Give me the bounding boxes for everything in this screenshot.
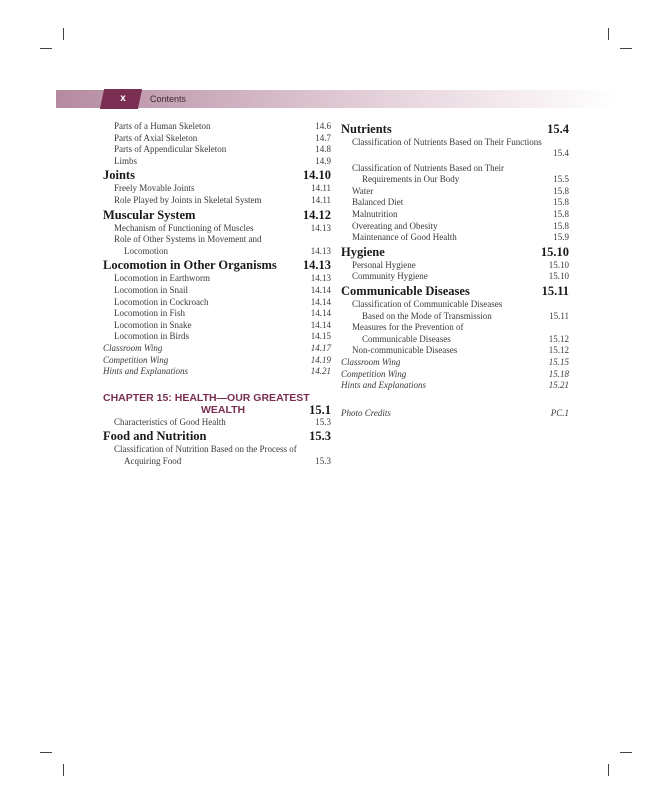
toc-entry: Freely Movable Joints 14.11: [114, 183, 331, 194]
toc-entry: Characteristics of Good Health 15.3: [114, 416, 331, 427]
toc-entry: Locomotion in Earthworm 14.13: [114, 273, 331, 284]
chapter-heading: [103, 392, 331, 417]
crop-mark: [40, 48, 52, 49]
chapter-title-line2: WEALTH: [201, 404, 246, 417]
crop-mark: [63, 764, 64, 776]
toc-entry: Personal Hygiene 15.10: [352, 259, 569, 270]
running-header-title: Contents: [150, 94, 187, 104]
toc-entry: Water 15.8: [352, 185, 569, 196]
toc-section-heading: Food and Nutrition 15.3: [103, 429, 331, 444]
toc-wing-entry: Classroom Wing 14.17: [103, 342, 331, 353]
toc-section-heading: Joints 14.10: [103, 168, 331, 183]
crop-mark: [608, 28, 609, 40]
toc-entry: Non-communicable Diseases 15.12: [352, 345, 569, 356]
toc-entry: Community Hygiene 15.10: [352, 271, 569, 282]
toc-entry: Classification of Communicable Diseases Based on the Mode of Transmission 15.11: [352, 298, 569, 321]
toc-entry: Maintenance of Good Health 15.9: [352, 232, 569, 243]
toc-entry: Limbs 14.9: [114, 155, 331, 166]
chapter-page: 15.1: [309, 403, 331, 418]
toc-entry: Parts of Appendicular Skeleton 14.8: [114, 144, 331, 155]
crop-mark: [620, 752, 632, 753]
toc-section-heading: Nutrients 15.4: [341, 122, 569, 136]
toc-entry: Measures for the Prevention of Communicable Diseases 15.12: [352, 322, 569, 344]
toc-entry: Parts of a Human Skeleton 14.6: [114, 121, 331, 131]
toc-entry: Balanced Diet 15.8: [352, 197, 569, 208]
page-number: x: [120, 93, 126, 104]
toc-entry: Locomotion in Birds 14.15: [114, 331, 331, 342]
toc-wing-entry: Competition Wing 15.18: [341, 368, 569, 379]
toc-entry: Mechanism of Functioning of Muscles 14.13: [114, 222, 331, 233]
toc-entry: Role Played by Joints in Skeletal System 14.11: [114, 194, 331, 205]
toc-entry: Locomotion in Snake 14.14: [114, 319, 331, 330]
toc-section-heading: Locomotion in Other Organisms 14.13: [103, 258, 331, 273]
toc-section-heading: Muscular System 14.12: [103, 207, 331, 222]
toc-section-heading: Communicable Diseases 15.11: [341, 283, 569, 298]
toc-wing-entry: Competition Wing 14.19: [103, 354, 331, 365]
toc-entry: Overeating and Obesity 15.8: [352, 220, 569, 231]
toc-photo-credits: Photo Credits PC.1: [341, 407, 569, 418]
toc-entry: Locomotion in Fish 14.14: [114, 308, 331, 319]
chapter-title-line1: CHAPTER 15: HEALTH—OUR GREATEST: [103, 391, 310, 404]
toc-entry: Classification of Nutrients Based on Their Functions 15.4: [352, 137, 569, 158]
toc-entry: Parts of Axial Skeleton 14.7: [114, 132, 331, 143]
toc-wing-entry: Hints and Explanations 14.21: [103, 366, 331, 377]
toc-wing-entry: Hints and Explanations 15.21: [341, 380, 569, 391]
crop-mark: [620, 48, 632, 49]
toc-entry: Classification of Nutrients Based on Their Requirements in Our Body 15.5: [352, 162, 569, 185]
contents-left-column: [103, 121, 331, 467]
toc-entry: Locomotion in Snail 14.14: [114, 284, 331, 295]
toc-entry: Role of Other Systems in Movement and Locomotion 14.13: [114, 234, 331, 256]
crop-mark: [608, 764, 609, 776]
crop-mark: [63, 28, 64, 40]
toc-wing-entry: Classroom Wing 15.15: [341, 356, 569, 367]
crop-mark: [40, 752, 52, 753]
toc-entry: Locomotion in Cockroach 14.14: [114, 296, 331, 307]
contents-right-column: [341, 121, 569, 419]
toc-entry: Malnutrition 15.8: [352, 208, 569, 219]
toc-section-heading: Hygiene 15.10: [341, 244, 569, 259]
toc-entry: Classification of Nutrition Based on the Process of Acquiring Food 15.3: [114, 444, 331, 466]
